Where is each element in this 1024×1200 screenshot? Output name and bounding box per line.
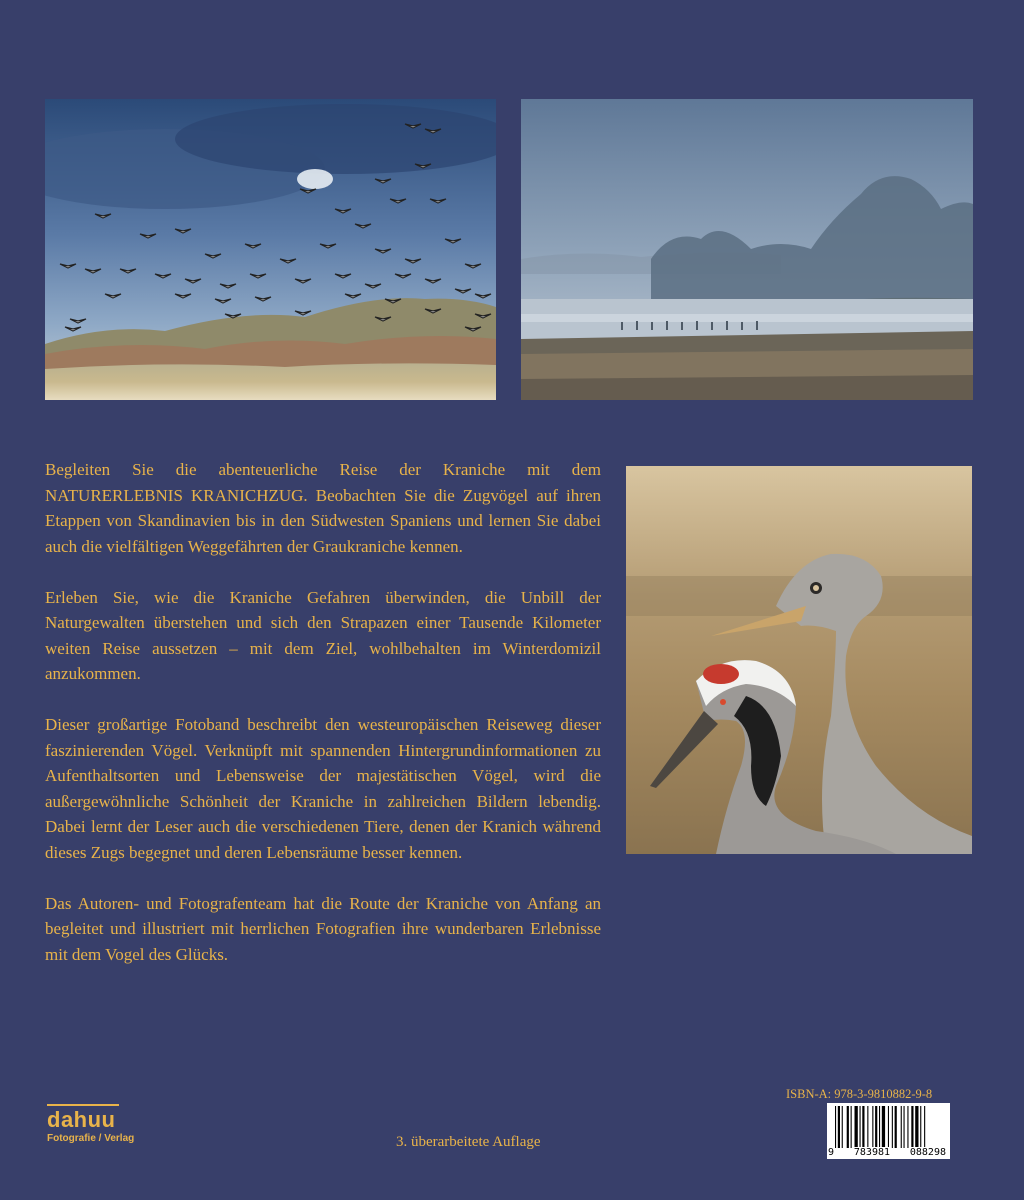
publisher-logo [47, 1104, 134, 1145]
misty-lake-photo [521, 99, 973, 400]
isbn-label: ISBN-A: 978-3-9810882-9-8 [786, 1087, 933, 1101]
edition-label: 3. überarbeitete Auflage [396, 1134, 541, 1150]
paragraph-4: Das Autoren- und Fotografenteam hat die Route der Kraniche von Anfang an begleitet und illustriert mit herrlichen Fotografien ihre wunderbaren Erlebnisse mit dem Vogel des Glücks. [45, 893, 601, 964]
crane-flock-photo [45, 99, 496, 400]
barcode-digits-left: 783981 [853, 1147, 891, 1158]
barcode-digits-right: 088298 [909, 1147, 946, 1158]
publisher-name: dahuu [47, 1107, 116, 1132]
paragraph-3: Dieser großartige Fotoband beschreibt den westeuropäischen Reiseweg dieser faszinierenden Vögel. Verknüpft mit spannenden Hintergrundinformationen zu Aufenthaltsorten und Lebensweise der majestätischen Vögel, wird die außergewöhnliche Schönheit der Kraniche in zahlreichen Bildern lebendig. Dabei lernt der Leser auch die verschiedenen Tiere, denen der Kranich während dieses Zugs begegnet und deren Lebensräume besser kennen. [45, 715, 601, 862]
paragraph-1: Begleiten Sie die abenteuerliche Reise der Kraniche mit dem NATURERLEBNIS KRANICHZUG. Beobachten Sie die Zugvögel auf ihren Etappen von Skandinavien bis in den Südwesten Spaniens und lernen Sie dabei auch die vielfältigen Weggefährten der Graukraniche kennen. [45, 460, 601, 556]
barcode-digits [827, 1147, 950, 1158]
barcode-digit-lead: 9 [828, 1147, 835, 1158]
crane-portrait-photo [626, 466, 972, 854]
publisher-subtitle: Fotografie / Verlag [47, 1133, 135, 1144]
description-text [45, 457, 601, 993]
logo-rule [47, 1104, 119, 1106]
barcode [827, 1103, 950, 1159]
paragraph-2: Erleben Sie, wie die Kraniche Gefahren überwinden, die Unbill der Naturgewalten überstehen und sich den Strapazen einer Tausende Kilometer weiten Reise aussetzen – mit dem Ziel, wohlbehalten im Winterdomizil anzukommen. [45, 587, 601, 683]
